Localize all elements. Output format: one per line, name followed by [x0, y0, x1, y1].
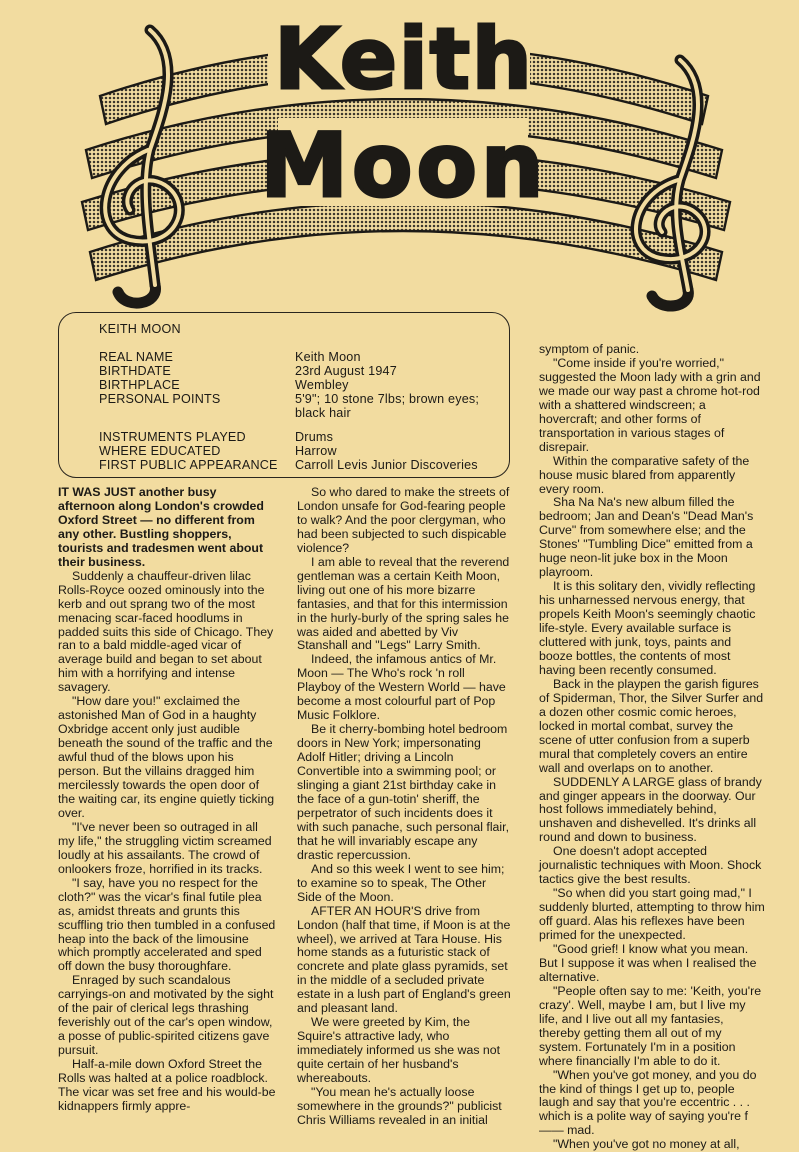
- fact-box: [58, 312, 510, 478]
- article-paragraph: One doesn't adopt accepted journalistic techniques with Moon. Shock tactics give the best results.: [539, 844, 762, 887]
- article-paragraph: Suddenly a chauffeur-driven lilac Rolls-Royce oozed ominously into the kerb and out sprang two of the most menacing scar-faced hoodlums in padded suits this side of Chicago. They ran to a bald middle-aged vicar of average build and began to set about him with a horrifying and intense savagery.: [58, 568, 274, 695]
- article-paragraph: Indeed, the infamous antics of Mr. Moon — The Who's rock 'n roll Playboy of the Western World — have become a most colourful part of Pop Music Folklore.: [297, 652, 506, 723]
- fact-value: 5'9"; 10 stone 7lbs; brown eyes; black hair: [295, 391, 480, 420]
- article-paragraph: "I say, have you no respect for the cloth?" was the vicar's final futile plea as, amidst threats and grunts this scuffling trio then tumbled in a confused heap into the back of the limousine which promptly accelerated and sped off down the busy thoroughfare.: [58, 875, 276, 974]
- article-column-2: [297, 486, 511, 1128]
- article-paragraph: "You mean he's actually loose somewhere in the grounds?" publicist Chris Williams revealed in an initial: [297, 1084, 502, 1127]
- fact-label: PERSONAL POINTS: [99, 391, 221, 406]
- fact-label: FIRST PUBLIC APPEARANCE: [99, 458, 278, 473]
- article-paragraph: We were greeted by Kim, the Squire's attractive lady, who immediately informed us she was not quite certain of her husband's whereabouts.: [297, 1015, 501, 1086]
- article-paragraph: "How dare you!" exclaimed the astonished Man of God in a haughty Oxbridge accent only just audible beneath the sound of the traffic and the awful thud of the blows upon his person. But the villains dragged him mercilessly towards the open door of the waiting car, its engine quietly ticking over.: [58, 694, 275, 820]
- fact-row: [99, 379, 495, 393]
- fact-row: [99, 393, 495, 421]
- masthead-title-keith: Keith: [274, 10, 534, 108]
- fact-label: INSTRUMENTS PLAYED: [99, 430, 246, 445]
- fact-row: [99, 365, 495, 379]
- fact-value: Drums: [295, 430, 334, 445]
- fact-value: Harrow: [295, 444, 337, 459]
- fact-value: Carroll Levis Junior Discoveries: [295, 458, 478, 473]
- fact-group: [99, 351, 495, 421]
- fact-value: 23rd August 1947: [295, 363, 397, 378]
- article-paragraph: Be it cherry-bombing hotel bedroom doors in New York; impersonating Adolf Hitler; driving a Lincoln Convertible into a swimming pool; or slinging a giant 21st birthday cake in the face of a gun-totin' sheriff, the perpetrator of such incidents does it with such panache, such personal flair, that he will invariably escape any drastic repercussion.: [297, 722, 510, 862]
- masthead-artwork: [0, 0, 799, 312]
- article-paragraph: Sha Na Na's new album filled the bedroom; Jan and Dean's "Dead Man's Curve" from somewhere else; and the Stones' "Tumbling Dice" emitted from a huge neon-lit juke box in the Moon playroom.: [539, 495, 754, 580]
- article-paragraph: symptom of panic.: [539, 342, 640, 356]
- article-paragraph: Enraged by such scandalous carryings-on and motivated by the sight of the pair of clerical legs thrashing feverishly out of the car's open window, a posse of public-spirited citizens gave pursuit.: [58, 973, 274, 1058]
- article-paragraph: "People often say to me: 'Keith, you're crazy'. Well, maybe I am, but I live my life, and I live out all my fantasies, thereby getting them all out of my system. Fortunately I'm in a position where financially I'm able to do it.: [539, 983, 762, 1068]
- title-lettering: [260, 10, 547, 217]
- article-column-1: [58, 486, 276, 1114]
- fact-row: [99, 431, 495, 445]
- article-paragraph: "When you've got no money at all,: [553, 1137, 740, 1152]
- article-paragraph: "I've never been so outraged in all my life," the struggling victim screamed loudly at his assailants. The crowd of onlookers froze, horrified in its tracks.: [58, 819, 272, 876]
- fact-box-heading: KEITH MOON: [99, 322, 181, 336]
- article-paragraph: AFTER AN HOUR'S drive from London (half that time, if Moon is at the wheel), we arrived at Tara House. His home stands as a futuristic stack of concrete and plate glass pyramids, set in the middle of a secluded private estate in a lush part of England's green and pleasant land.: [297, 903, 511, 1016]
- article-paragraph: It is this solitary den, vividly reflecting his unharnessed nervous energy, that propels Keith Moon's seemingly chaotic life-style. Every available surface is cluttered with junk, toys, paints and booze bottles, the contents of most having been recently consumed.: [539, 579, 756, 677]
- article-paragraph: I am able to reveal that the reverend gentleman was a certain Keith Moon, living out one of his more bizarre fantasies, and that for this intermission in the hurly-burly of the spring sales he was aided and abetted by Viv Stanshall and "Legs" Larry Smith.: [297, 554, 510, 653]
- article-paragraph: Half-a-mile down Oxford Street the Rolls was halted at a police roadblock. The vicar was set free and his would-be kidnappers firmly appre-: [58, 1057, 276, 1113]
- article-paragraph: "When you've got money, and you do the kind of things I get up to, people laugh and say that you're eccentric . . . which is a polite way of saying you're f—— mad.: [539, 1067, 757, 1138]
- article-paragraph: "So when did you start going mad," I suddenly blurted, attempting to throw him off guard. Alas his reflexes have been primed for the unexpected.: [539, 886, 765, 943]
- fact-value: Keith Moon: [295, 349, 361, 364]
- fact-group: [99, 431, 495, 473]
- article-paragraph: "Good grief! I know what you mean. But I suppose it was when I realised the alternative.: [539, 941, 757, 984]
- article-column-3: [539, 343, 765, 1152]
- fact-label: WHERE EDUCATED: [99, 444, 221, 459]
- article-lead-paragraph: IT WAS JUST another busy afternoon along London's crowded Oxford Street — no different from any other. Bustling shoppers, tourists and tradesmen went about their business.: [58, 485, 264, 569]
- article-paragraph: SUDDENLY A LARGE glass of brandy and ginger appears in the doorway. Our host follows immediately behind, unshaven and dishevelled. It's drinks all round and down to business.: [539, 774, 762, 845]
- fact-label: BIRTHPLACE: [99, 377, 180, 392]
- fact-row: [99, 351, 495, 365]
- fact-row: [99, 445, 495, 459]
- article-paragraph: Back in the playpen the garish figures of Spiderman, Thor, the Silver Surfer and a dozen other cosmic comic heroes, locked in mortal combat, survey the scene of utter confusion from a superb mural that completely covers an entire wall and overlaps on to another.: [539, 676, 764, 775]
- fact-row: [99, 459, 495, 473]
- article-paragraph: And so this week I went to see him; to examine so to speak, The Other Side of the Moon.: [297, 861, 505, 904]
- fact-value: Wembley: [295, 377, 349, 392]
- article-paragraph: So who dared to make the streets of London unsafe for God-fearing people to walk? And the poor clergyman, who had been subjected to such dispicable violence?: [297, 485, 510, 555]
- fact-label: BIRTHDATE: [99, 363, 172, 378]
- article-paragraph: "Come inside if you're worried," suggested the Moon lady with a grin and we made our way past a chrome hot-rod with a shattered windscreen; a hovercraft; and other forms of transportation in various stages of disrepair.: [539, 355, 761, 454]
- article-paragraph: Within the comparative safety of the house music blared from apparently every room.: [539, 453, 750, 496]
- fact-label: REAL NAME: [99, 349, 174, 364]
- masthead-title-moon: Moon: [260, 114, 548, 217]
